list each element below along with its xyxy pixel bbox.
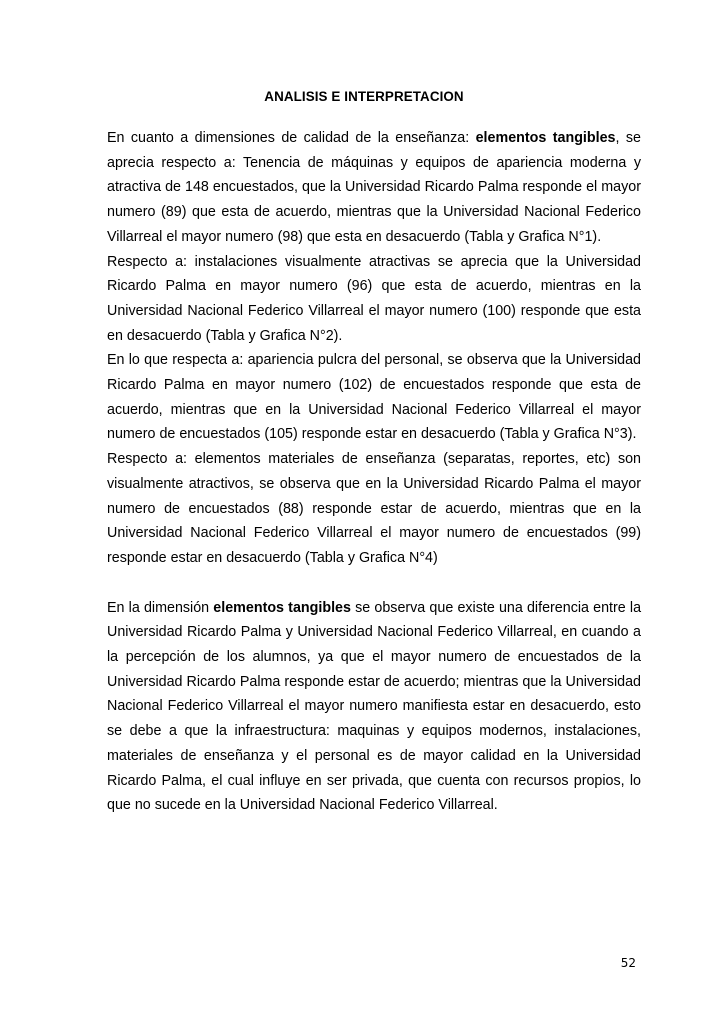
paragraph-1 (107, 126, 641, 250)
page-number: 52 (620, 956, 636, 970)
paragraph-3: En lo que respecta a: apariencia pulcra del personal, se observa que la Universidad Ricardo Palma en mayor numero (102) de encuestados responde que esta de acuerdo, mientras que en la Universidad Nacional Federico Villarreal el mayor numero de encuestados (105) responde estar en desacuerdo (Tabla y Grafica N°3). (107, 352, 641, 443)
paragraph-5 (107, 596, 641, 818)
paragraph-4: Respecto a: elementos materiales de enseñanza (separatas, reportes, etc) son visualmente atractivos, se observa que en la Universidad Ricardo Palma el mayor numero de encuestados (88) responde estar de acuerdo, mientras que en la Universidad Nacional Federico Villarreal el mayor numero de encuestados (99) responde estar en desacuerdo (Tabla y Grafica N°4) (107, 451, 641, 566)
paragraph-5-bold-term: elementos tangibles (213, 599, 351, 616)
paragraph-1-text-end: , se aprecia respecto a: Tenencia de máquinas y equipos de apariencia moderna y atractiva de 148 encuestados, que la Universidad Ricardo Palma responde el mayor numero (89) que esta de acuerdo, mientras que la Universidad Nacional Federico Villarreal el mayor numero (98) que esta en desacuerdo (Tabla y Grafica N°1). (107, 130, 642, 245)
paragraph-1-text-start: En cuanto a dimensiones de calidad de la enseñanza: (107, 130, 476, 146)
paragraph-1-bold-term: elementos tangibles (475, 130, 616, 146)
page-title: ANALISIS E INTERPRETACION (264, 89, 464, 104)
paragraph-5-text-start: En la dimensión (107, 599, 214, 616)
body-text (107, 126, 641, 818)
paragraph-2: Respecto a: instalaciones visualmente atractivas se aprecia que la Universidad Ricardo Palma en mayor numero (96) que esta de acuerdo, mientras en la Universidad Nacional Federico Villarreal el mayor numero (100) responde que esta en desacuerdo (Tabla y Grafica N°2). (107, 253, 641, 344)
paragraph-5-text-end: se observa que existe una diferencia entre la Universidad Ricardo Palma y Universidad Nacional Federico Villarreal, en cuando a la percepción de los alumnos, ya que el mayor numero de encuestados de la Universidad Ricardo Palma responde estar de acuerdo; mientras que la Universidad Nacional Federico Villarreal el mayor numero manifiesta estar en desacuerdo, esto se debe a que la infraestructura: maquinas y equipos modernos, instalaciones, materiales de enseñanza y el personal es de mayor calidad en la Universidad Ricardo Palma, el cual influye en ser privada, que cuenta con recursos propios, lo que no sucede en la Universidad Nacional Federico Villarreal. (107, 599, 642, 814)
